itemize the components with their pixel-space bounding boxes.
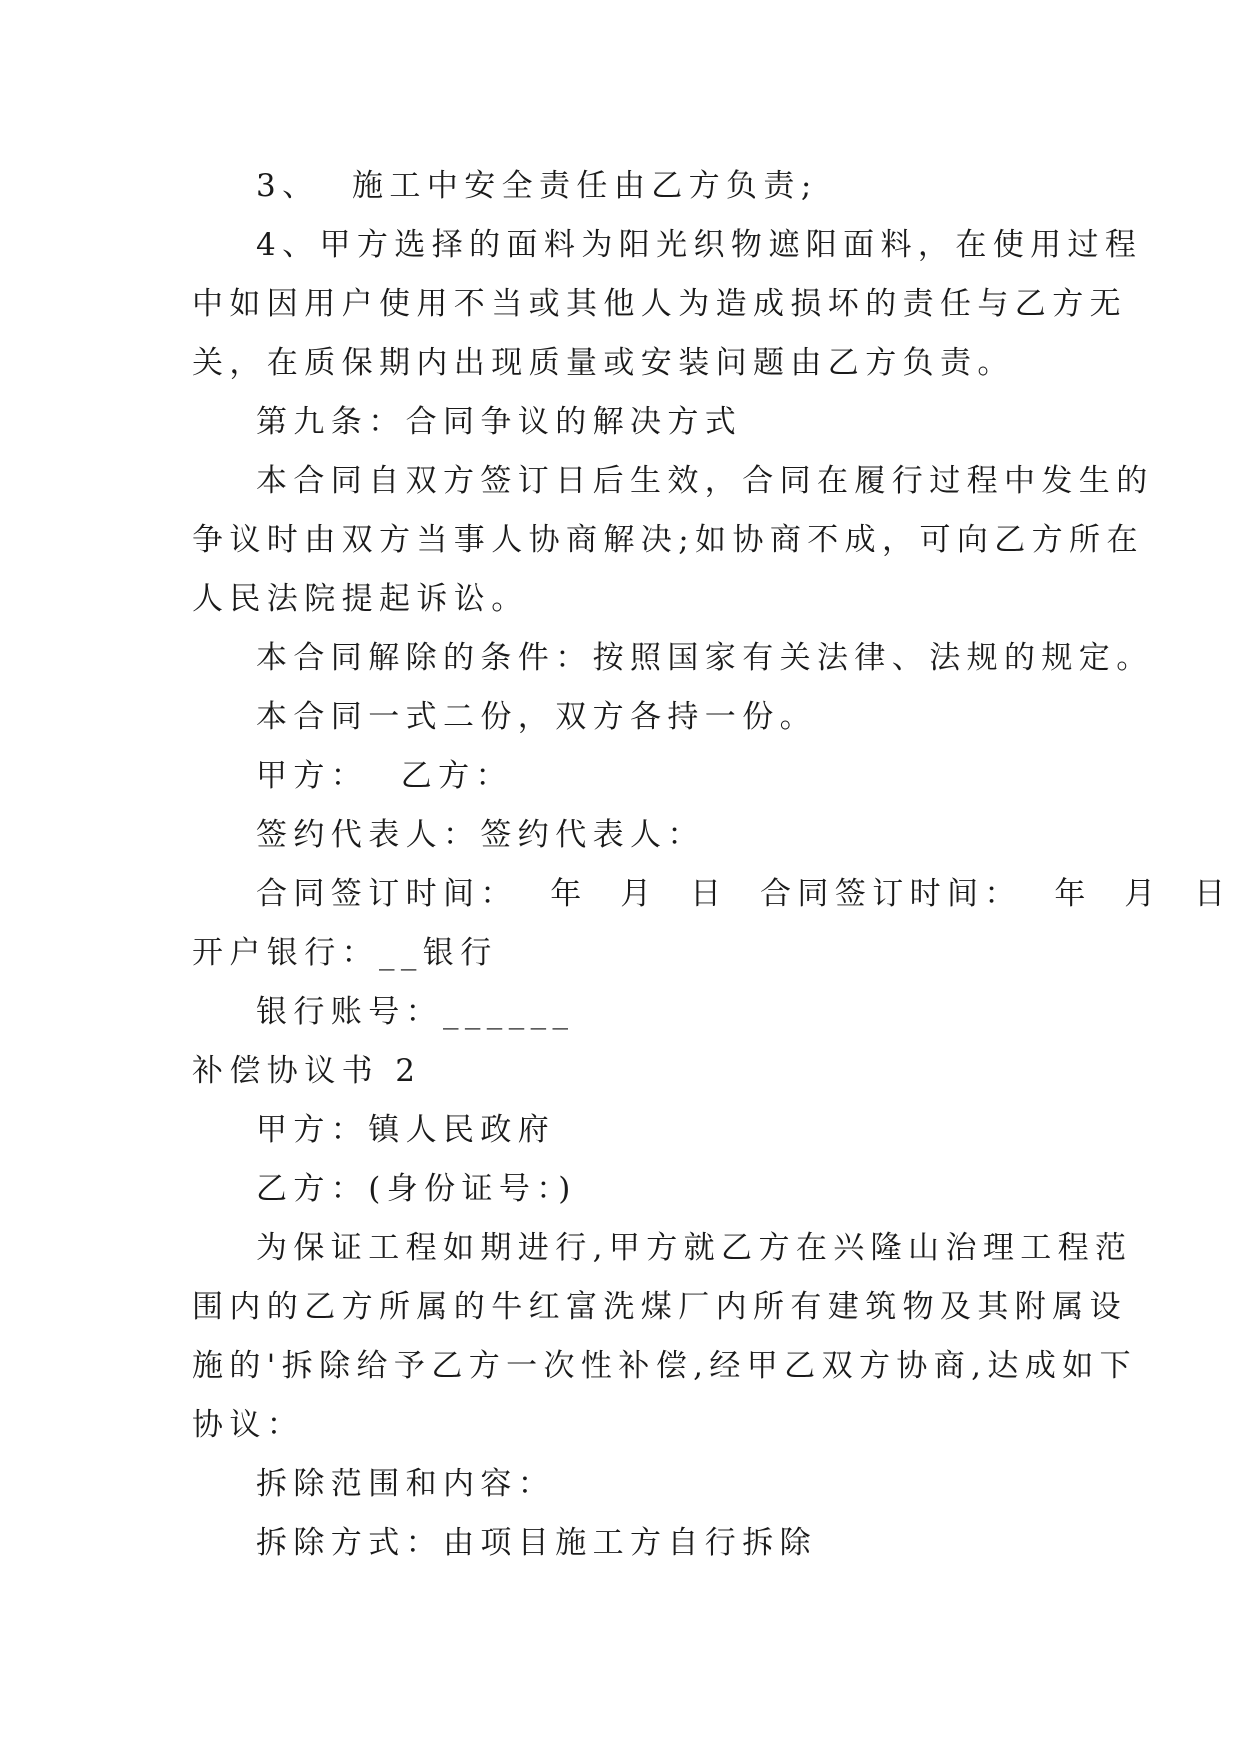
- purpose-para-line-4: 协议：: [192, 1407, 305, 1443]
- agreement-2-title: 补偿协议书 2: [192, 1053, 422, 1089]
- dispute-para-line-2: 争议时由双方当事人协商解决;如协商不成，可向乙方所在: [192, 522, 1144, 558]
- purpose-para-line-3: 施的'拆除给予乙方一次性补偿,经甲乙双方协商,达成如下: [192, 1348, 1138, 1384]
- party-b-line: 乙方：(身份证号：): [256, 1171, 577, 1207]
- purpose-para-line-2: 围内的乙方所属的牛红富洗煤厂内所有建筑物及其附属设: [192, 1289, 1127, 1325]
- purpose-para-line-1: 为保证工程如期进行,甲方就乙方在兴隆山治理工程范: [256, 1230, 1133, 1266]
- clause-4-line-2: 中如因用户使用不当或其他人为造成损坏的责任与乙方无: [192, 286, 1127, 322]
- dispute-para-line-3: 人民法院提起诉讼。: [192, 581, 529, 617]
- party-a-line: 甲方：镇人民政府: [256, 1112, 556, 1148]
- bank-name-line: 开户银行：__银行: [192, 935, 498, 971]
- termination-conditions: 本合同解除的条件：按照国家有关法律、法规的规定。: [256, 640, 1154, 676]
- demolition-scope-line: 拆除范围和内容：: [256, 1466, 556, 1502]
- demolition-method-line: 拆除方式：由项目施工方自行拆除: [256, 1525, 817, 1561]
- representatives-line: 签约代表人：签约代表人：: [256, 817, 705, 853]
- clause-3-safety: 3、 施工中安全责任由乙方负责;: [256, 168, 818, 204]
- clause-4-line-3: 关，在质保期内出现质量或安装问题由乙方负责。: [192, 345, 1015, 381]
- parties-signature-line: 甲方： 乙方：: [256, 758, 513, 794]
- signing-date-line: 合同签订时间： 年 月 日 合同签订时间： 年 月 日: [256, 876, 1232, 912]
- clause-4-line-1: 4、甲方选择的面料为阳光织物遮阳面料，在使用过程: [256, 227, 1143, 263]
- article-9-heading: 第九条：合同争议的解决方式: [256, 404, 743, 440]
- dispute-para-line-1: 本合同自双方签订日后生效，合同在履行过程中发生的: [256, 463, 1154, 499]
- bank-account-line: 银行账号：______: [256, 994, 575, 1030]
- copies-statement: 本合同一式二份，双方各持一份。: [256, 699, 817, 735]
